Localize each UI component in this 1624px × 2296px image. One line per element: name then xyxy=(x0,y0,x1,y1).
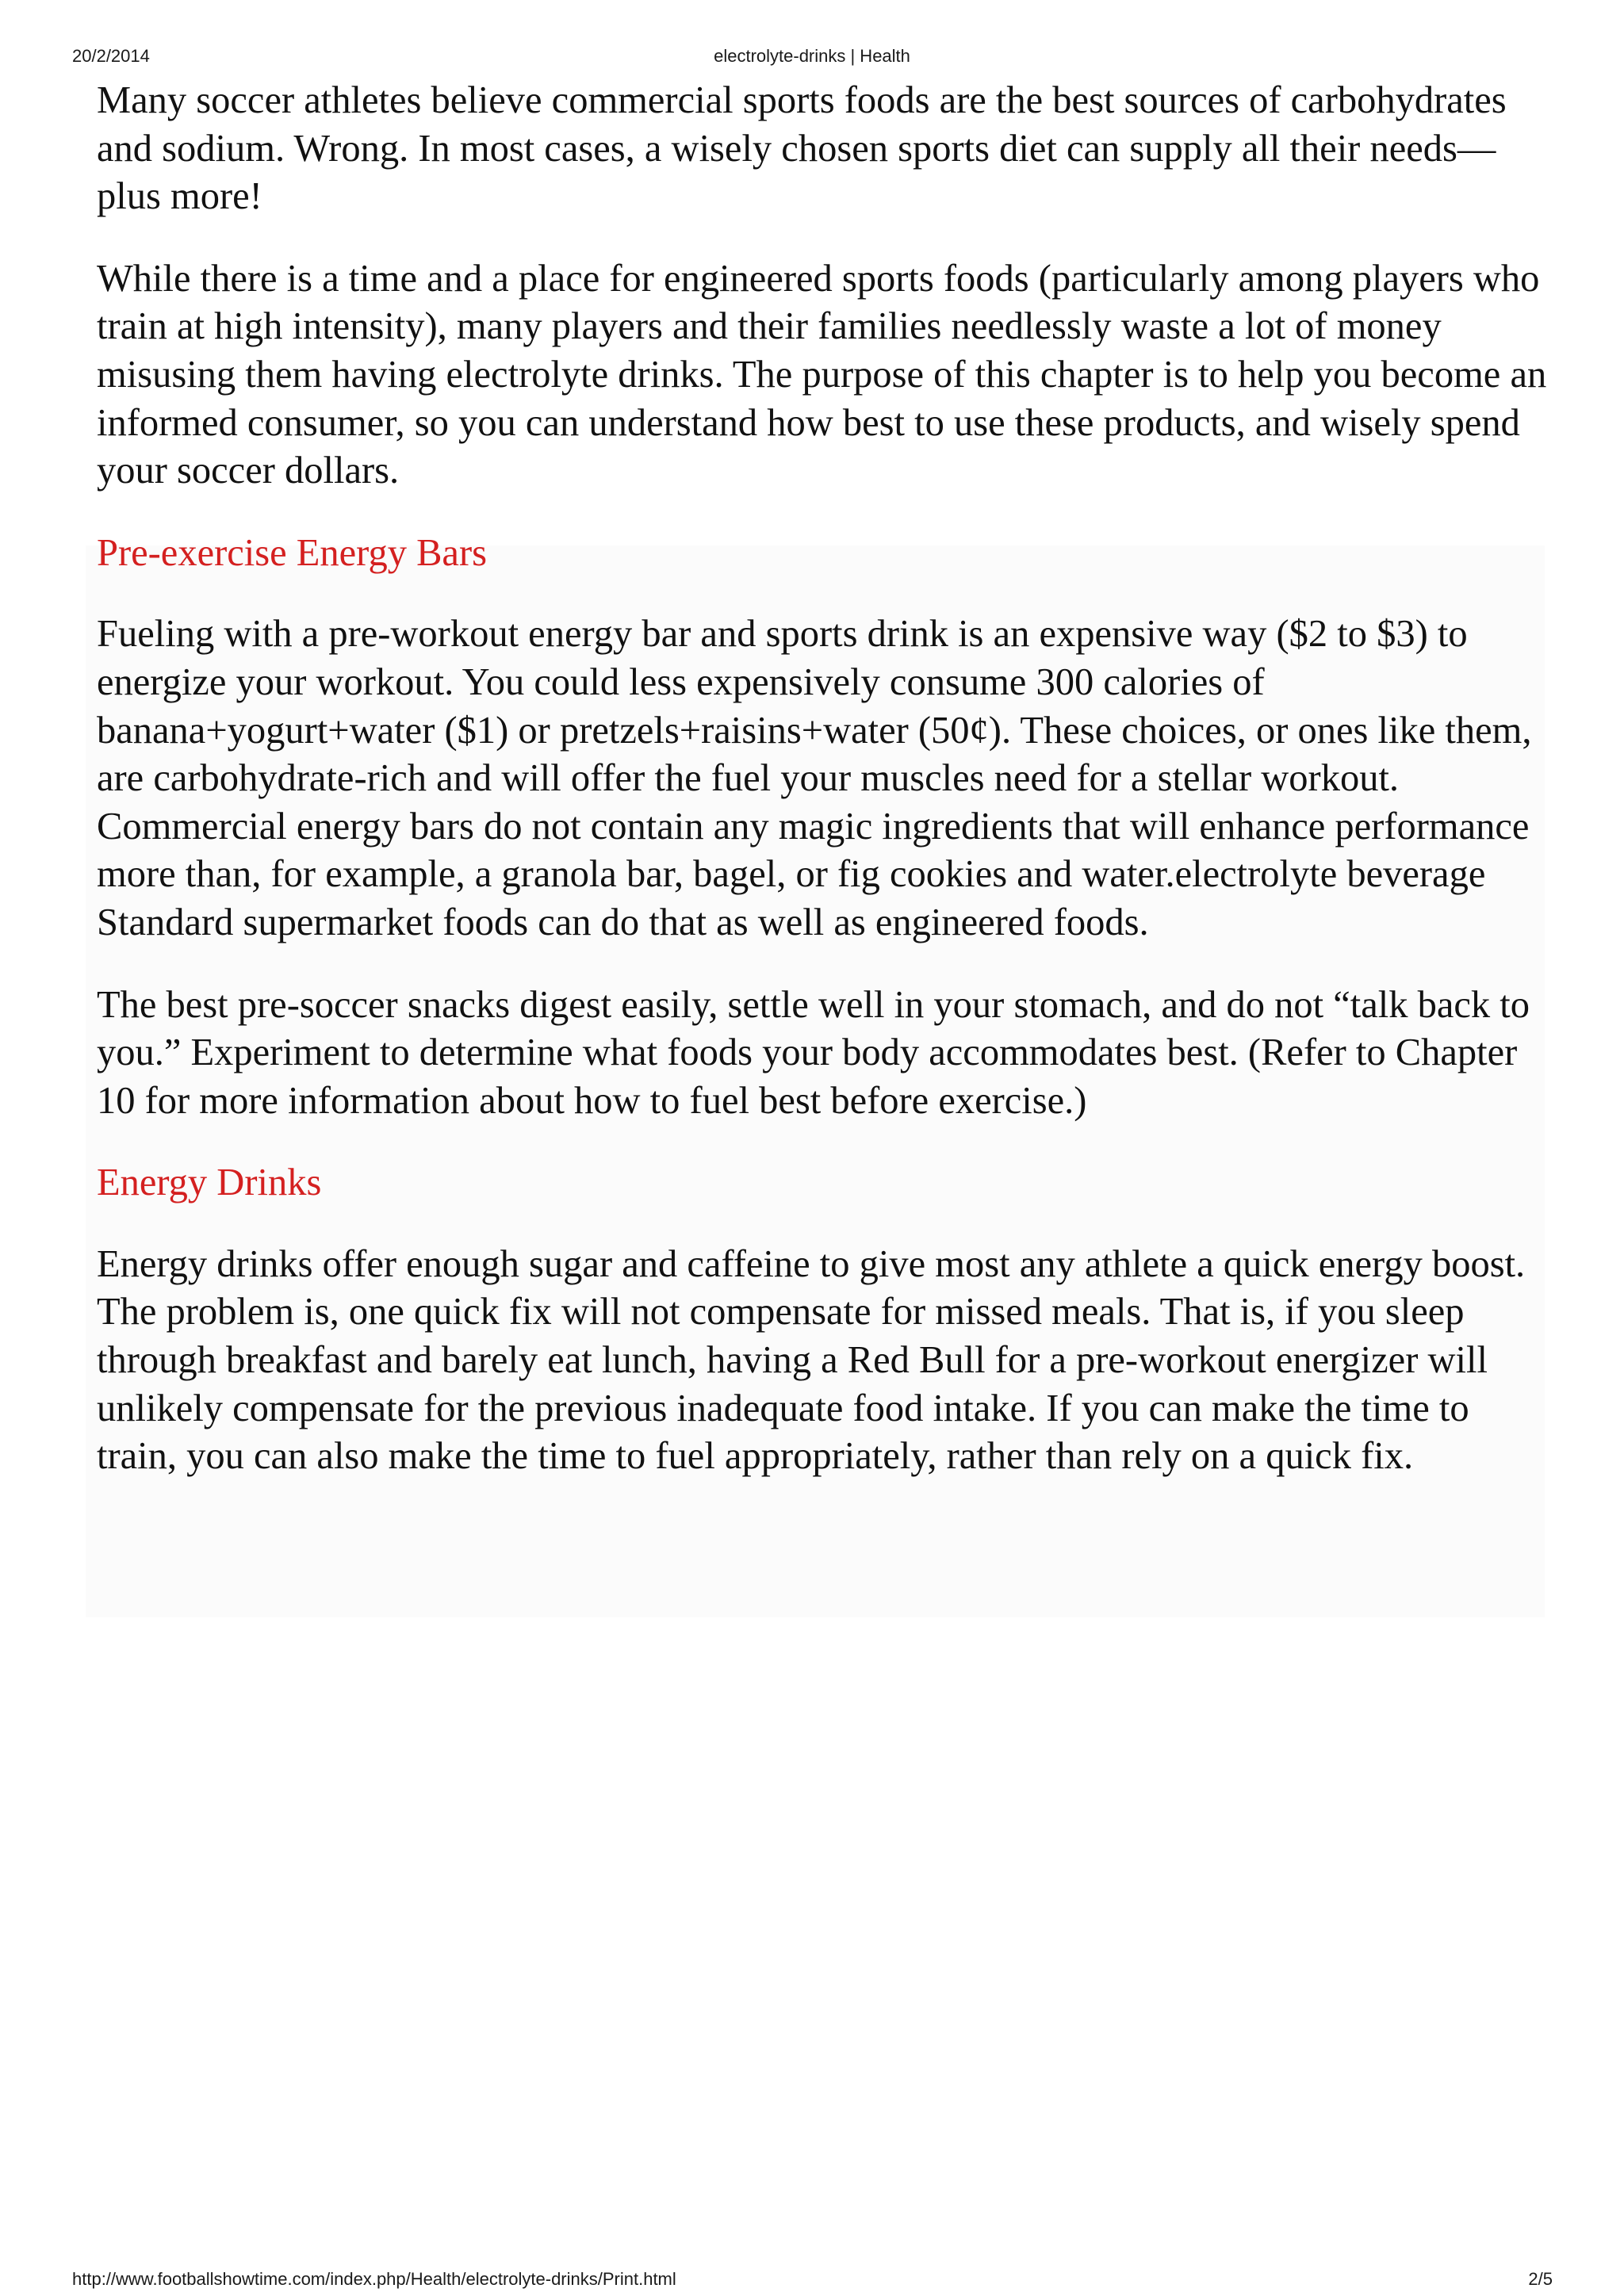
energy-drinks-paragraph-1: Energy drinks offer enough sugar and caffeine to give most any athlete a quick energy boost. The problem is, one quick fix will not compensate for missed meals. That is, if you sleep through breakfast and barely eat lunch, having a Red Bull for a pre-workout energizer will unlikely compensate for the previous inadequate food intake. If you can make the time to train, you can also make the time to fuel appropriately, rather than rely on a quick fix. xyxy=(97,1242,1526,1478)
section-heading-energy-bars: Pre-exercise Energy Bars xyxy=(97,531,487,574)
page-number: 2/5 xyxy=(1528,2269,1553,2289)
print-url: http://www.footballshowtime.com/index.php/Health/electrolyte-drinks/Print.html xyxy=(72,2269,676,2289)
energy-bars-paragraph-2: The best pre-soccer snacks digest easily, settle well in your stomach, and do not “talk back to you.” Experiment to determine what foods your body accommodates best. (Refer to Chapter 10 for more information about how to fuel best before exercise.) xyxy=(97,983,1530,1122)
purpose-paragraph: While there is a time and a place for engineered sports foods (particularly among players who train at high intensity), many players and their families needlessly waste a lot of money misusing them having electrolyte drinks. The purpose of this chapter is to help you become an informed consumer, so you can understand how best to use these products, and wisely spend your soccer dollars. xyxy=(97,257,1547,492)
intro-paragraph: Many soccer athletes believe commercial sports foods are the best sources of carbohydrates and sodium. Wrong. In most cases, a wisely chosen sports diet can supply all their needs—plus more! xyxy=(97,79,1507,218)
print-header xyxy=(0,46,1624,70)
energy-bars-paragraph-1: Fueling with a pre-workout energy bar and sports drink is an expensive way ($2 to $3) to energize your workout. You could less expensively consume 300 calories of banana+yogurt+water ($1) or pretzels+raisins+water (50¢). These choices, or ones like them, are carbohydrate-rich and will offer the fuel your muscles need for a stellar workout. Commercial energy bars do not contain any magic ingredients that will enhance performance more than, for example, a granola bar, bagel, or fig cookies and water.electrolyte beverage Standard supermarket foods can do that as well as engineered foods. xyxy=(97,613,1532,943)
print-footer xyxy=(0,2269,1624,2293)
article-body xyxy=(97,77,1548,1515)
section-heading-energy-drinks: Energy Drinks xyxy=(97,1161,322,1204)
print-page-title: electrolyte-drinks | Health xyxy=(714,46,910,66)
print-date: 20/2/2014 xyxy=(72,46,150,66)
